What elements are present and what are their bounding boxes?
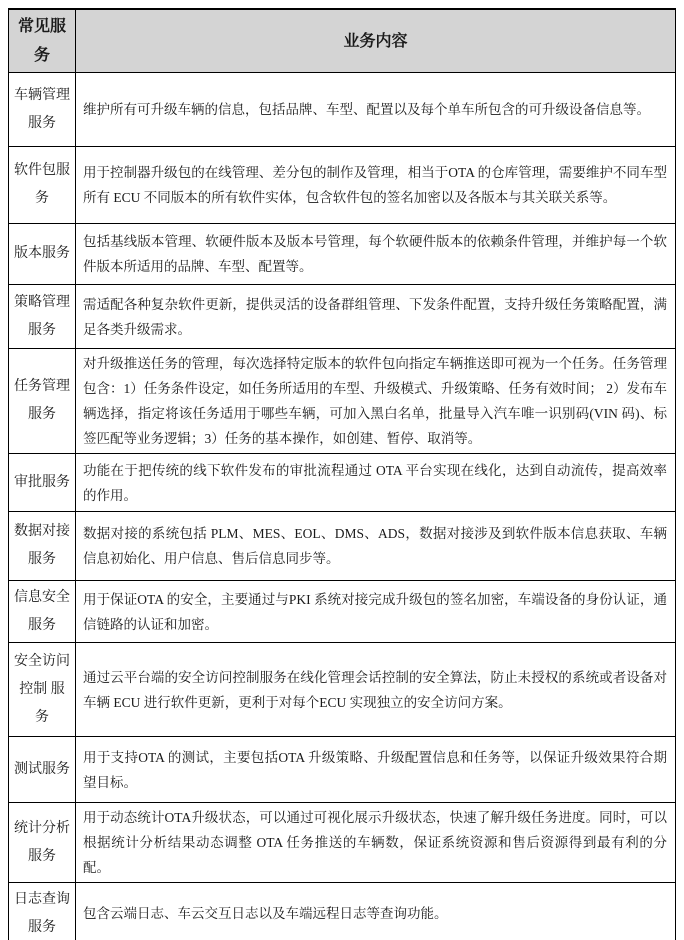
table-row bbox=[9, 147, 676, 224]
table-row bbox=[9, 73, 676, 147]
service-content-cell: 用于支持OTA 的测试，主要包括OTA 升级策略、升级配置信息和任务等，以保证升级效果符合期望目标。 bbox=[76, 737, 676, 803]
service-column-header: 常见服务 bbox=[9, 9, 76, 73]
table-row bbox=[9, 512, 676, 581]
service-content-cell: 数据对接的系统包括 PLM、MES、EOL、DMS、ADS，数据对接涉及到软件版本信息获取、车辆信息初始化、用户信息、售后信息同步等。 bbox=[76, 512, 676, 581]
service-content-cell: 包含云端日志、车云交互日志以及车端远程日志等查询功能。 bbox=[76, 883, 676, 940]
table-row bbox=[9, 643, 676, 737]
service-name-cell: 安全访问控制 服务 bbox=[9, 643, 76, 737]
table-header-row bbox=[9, 9, 676, 73]
service-content-cell: 包括基线版本管理、软硬件版本及版本号管理，每个软硬件版本的依赖条件管理，并维护每一个软件版本所适用的品牌、车型、配置等。 bbox=[76, 224, 676, 285]
service-name-cell: 软件包服务 bbox=[9, 147, 76, 224]
table-row bbox=[9, 737, 676, 803]
table-row bbox=[9, 454, 676, 512]
service-name-cell: 日志查询服务 bbox=[9, 883, 76, 940]
table-row bbox=[9, 285, 676, 349]
service-name-cell: 数据对接服务 bbox=[9, 512, 76, 581]
service-name-cell: 策略管理服务 bbox=[9, 285, 76, 349]
table-body bbox=[9, 73, 676, 940]
table-row bbox=[9, 883, 676, 940]
service-name-cell: 统计分析服务 bbox=[9, 803, 76, 883]
table-row bbox=[9, 803, 676, 883]
table-row bbox=[9, 581, 676, 643]
table-row bbox=[9, 349, 676, 454]
service-content-cell: 功能在于把传统的线下软件发布的审批流程通过 OTA 平台实现在线化，达到自动流传，提高效率的作用。 bbox=[76, 454, 676, 512]
table-row bbox=[9, 224, 676, 285]
service-content-cell: 对升级推送任务的管理，每次选择特定版本的软件包向指定车辆推送即可视为一个任务。任务管理包含：1）任务条件设定，如任务所适用的车型、升级模式、升级策略、任务有效时间； 2）发布车辆选择，指定将该任务适用于哪些车辆，可加入黑白名单，批量导入汽车唯一识别码(VIN 码)、标签匹配等业务逻辑；3）任务的基本操作，如创建、暂停、取消等。 bbox=[76, 349, 676, 454]
service-name-cell: 信息安全服务 bbox=[9, 581, 76, 643]
service-content-cell: 维护所有可升级车辆的信息，包括品牌、车型、配置以及每个单车所包含的可升级设备信息等。 bbox=[76, 73, 676, 147]
services-table bbox=[8, 8, 676, 940]
service-name-cell: 版本服务 bbox=[9, 224, 76, 285]
service-name-cell: 任务管理服务 bbox=[9, 349, 76, 454]
content-column-header: 业务内容 bbox=[76, 9, 676, 73]
service-content-cell: 用于动态统计OTA升级状态，可以通过可视化展示升级状态，快速了解升级任务进度。同时，可以根据统计分析结果动态调整 OTA 任务推送的车辆数，保证系统资源和售后资源得到最有利的分配。 bbox=[76, 803, 676, 883]
service-content-cell: 用于保证OTA 的安全，主要通过与PKI 系统对接完成升级包的签名加密，车端设备的身份认证，通信链路的认证和加密。 bbox=[76, 581, 676, 643]
service-name-cell: 测试服务 bbox=[9, 737, 76, 803]
service-name-cell: 车辆管理服务 bbox=[9, 73, 76, 147]
service-content-cell: 通过云平台端的安全访问控制服务在线化管理会话控制的安全算法，防止未授权的系统或者设备对车辆 ECU 进行软件更新，更利于对每个ECU 实现独立的安全访问方案。 bbox=[76, 643, 676, 737]
service-name-cell: 审批服务 bbox=[9, 454, 76, 512]
service-content-cell: 需适配各种复杂软件更新，提供灵活的设备群组管理、下发条件配置，支持升级任务策略配置，满足各类升级需求。 bbox=[76, 285, 676, 349]
service-content-cell: 用于控制器升级包的在线管理、差分包的制作及管理，相当于OTA 的仓库管理，需要维护不同车型所有 ECU 不同版本的所有软件实体，包含软件包的签名加密以及各版本与其关联关系等。 bbox=[76, 147, 676, 224]
